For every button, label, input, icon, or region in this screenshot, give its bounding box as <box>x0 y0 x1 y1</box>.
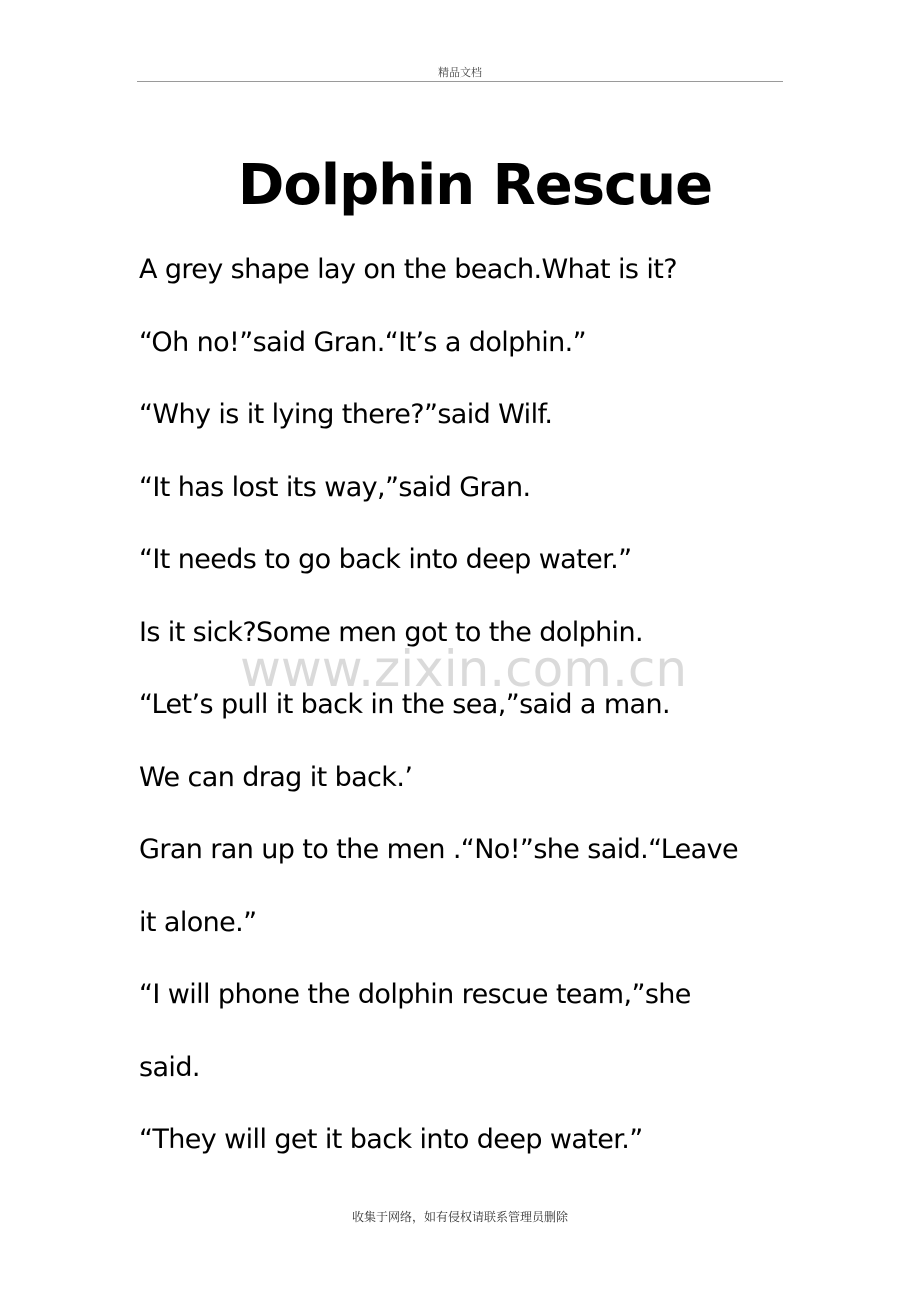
story-line: Gran ran up to the men .“No!”she said.“Leave <box>139 834 739 865</box>
watermark-text: www.zixin.com.cn <box>240 640 688 698</box>
story-line: said. <box>139 1051 200 1083</box>
story-body <box>139 250 799 1193</box>
story-line: A grey shape lay on the beach.What is it? <box>139 254 677 285</box>
story-line: “Oh no!”said Gran.“It’s a dolphin.” <box>139 326 587 358</box>
story-line: “Let’s pull it back in the sea,”said a man. <box>139 689 670 720</box>
story-line: it alone.” <box>139 906 257 938</box>
story-line: “They will get it back into deep water.” <box>139 1124 643 1155</box>
story-line: Is it sick?Some men got to the dolphin. <box>139 616 644 648</box>
story-line: “It needs to go back into deep water.” <box>139 544 632 575</box>
page-header: 精品文档 <box>438 66 482 79</box>
document-title: Dolphin Rescue <box>237 153 713 218</box>
story-line: “It has lost its way,”said Gran. <box>139 471 531 503</box>
story-line: “Why is it lying there?”said Wilf. <box>139 399 553 430</box>
header-divider <box>137 81 783 82</box>
page-footer: 收集于网络，如有侵权请联系管理员删除 <box>351 1210 568 1224</box>
story-line: “I will phone the dolphin rescue team,”she <box>139 979 691 1010</box>
story-line: We can drag it back.’ <box>139 761 413 793</box>
